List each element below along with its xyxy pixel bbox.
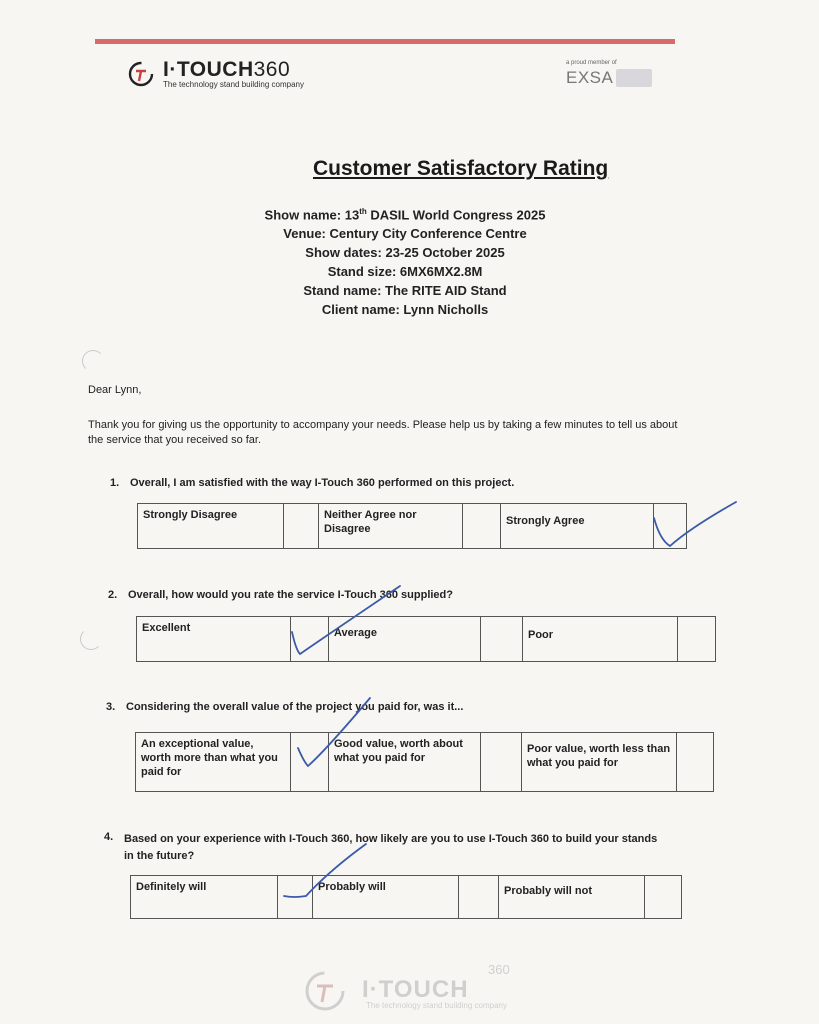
option-excellent[interactable]: Excellent (137, 617, 291, 661)
footer-tagline: The technology stand building company (366, 1001, 507, 1010)
option-poor-value[interactable]: Poor value, worth less than what you paid for (522, 733, 677, 791)
option-exceptional-value[interactable]: An exceptional value, worth more than what you paid for (136, 733, 291, 791)
option-poor[interactable]: Poor (523, 617, 678, 661)
stand-name: Stand name: The RITE AID Stand (303, 283, 507, 299)
header-rule (95, 39, 675, 44)
option-average[interactable]: Average (329, 617, 481, 661)
show-name: Show name: 13th DASIL World Congress 2025 (264, 207, 546, 223)
itouch-logo-icon (302, 968, 348, 1014)
document-title: Customer Satisfactory Rating (313, 157, 609, 180)
option-probably-will[interactable]: Probably will (313, 876, 459, 918)
footer-number: 360 (488, 962, 510, 977)
itouch-logo-icon (127, 60, 155, 88)
option-neither-agree[interactable]: Neither Agree nor Disagree (319, 504, 463, 548)
option-good-value[interactable]: Good value, worth about what you paid for (329, 733, 481, 791)
redacted-mark (616, 69, 652, 87)
footer-brand: I·TOUCH (362, 976, 469, 1003)
option-strongly-disagree[interactable]: Strongly Disagree (138, 504, 284, 548)
checkbox-strongly-disagree[interactable] (284, 504, 319, 548)
question-2: 2. Overall, how would you rate the service I-Touch 360 supplied? (108, 589, 453, 601)
checkbox-probably-will-not[interactable] (645, 876, 681, 918)
question-4-options (130, 875, 682, 919)
footer-watermark-logo (302, 962, 522, 1018)
question-1: 1. Overall, I am satisfied with the way I-Touch 360 performed on this project. (110, 477, 515, 489)
intro-paragraph: Thank you for giving us the opportunity to accompany your needs. Please help us by taking a few minutes to tell us about the service that you received so far. (88, 419, 678, 446)
show-dates: Show dates: 23-25 October 2025 (305, 245, 505, 261)
company-logo (127, 58, 347, 92)
greeting: Dear Lynn, (88, 384, 142, 396)
exsa-logo: EXSA (566, 68, 614, 87)
stand-size: Stand size: 6MX6MX2.8M (327, 264, 483, 280)
question-2-options (136, 616, 716, 662)
option-probably-will-not[interactable]: Probably will not (499, 876, 645, 918)
hole-punch-mark (80, 628, 102, 650)
checkbox-good-value[interactable] (481, 733, 522, 791)
checkbox-exceptional-value[interactable] (291, 733, 329, 791)
checkbox-excellent[interactable] (291, 617, 329, 661)
checkbox-neither-agree[interactable] (463, 504, 501, 548)
question-3: 3. Considering the overall value of the project you paid for, was it... (106, 701, 464, 713)
show-details (200, 202, 610, 319)
option-definitely-will[interactable]: Definitely will (131, 876, 278, 918)
client-name: Client name: Lynn Nicholls (321, 302, 489, 318)
venue: Venue: Century City Conference Centre (283, 226, 527, 242)
question-1-options (137, 503, 687, 549)
checkbox-average[interactable] (481, 617, 523, 661)
exsa-member-badge (566, 60, 656, 92)
checkbox-poor[interactable] (678, 617, 715, 661)
member-text: a proud member of (566, 60, 617, 66)
checkbox-definitely-will[interactable] (278, 876, 313, 918)
question-3-options (135, 732, 714, 792)
checkbox-strongly-agree[interactable] (654, 504, 686, 548)
option-strongly-agree[interactable]: Strongly Agree (501, 504, 654, 548)
brand-tagline: The technology stand building company (163, 80, 304, 89)
brand-name: I·TOUCH360 (163, 58, 291, 81)
hole-punch-mark (82, 350, 104, 372)
checkbox-probably-will[interactable] (459, 876, 499, 918)
checkbox-poor-value[interactable] (677, 733, 713, 791)
question-4: 4. Based on your experience with I-Touch 360, how likely are you to use I-Touch 360 to build your stands in the future? (104, 831, 658, 862)
